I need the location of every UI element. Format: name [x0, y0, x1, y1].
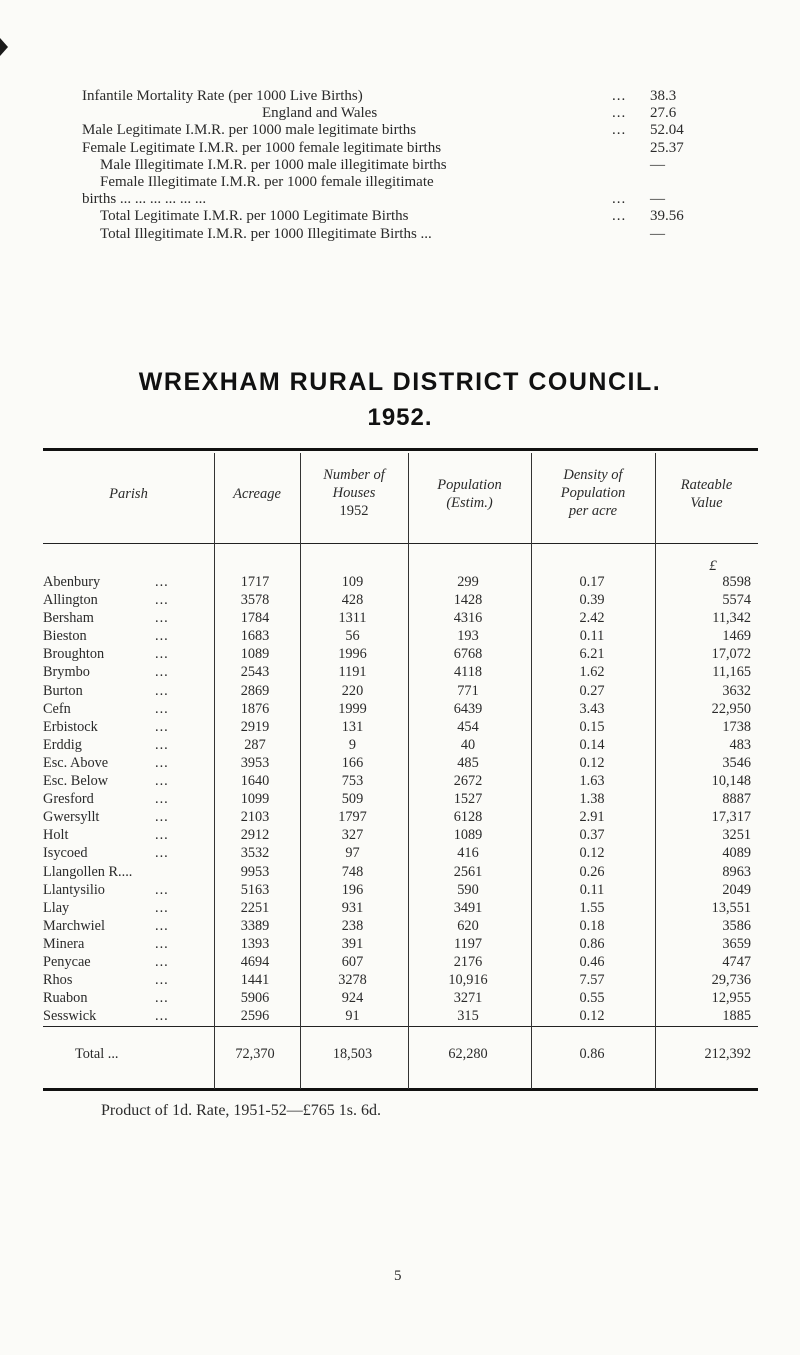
parish-name: Broughton [43, 646, 105, 663]
header-density [531, 466, 655, 520]
population-cell: 620 [457, 917, 479, 934]
council-title: WREXHAM RURAL DISTRICT COUNCIL. [138, 368, 662, 396]
population-cell: 10,916 [448, 972, 488, 989]
density-cell: 1.55 [579, 899, 605, 916]
parish-name: Sesswick [43, 1008, 97, 1025]
total-acreage: 72,370 [235, 1046, 275, 1062]
population-cell: 193 [457, 628, 479, 645]
parish-name: Ruabon [43, 990, 88, 1007]
acreage-cell: 1876 [240, 700, 270, 717]
parish-leader: ... [155, 809, 169, 826]
acreage-cell: 1099 [240, 791, 270, 808]
houses-cell: 131 [341, 718, 364, 735]
table-total-row [43, 1046, 758, 1066]
population-cell: 315 [457, 1008, 479, 1025]
parish-name: Bersham [43, 610, 94, 627]
houses-cell: 607 [341, 953, 364, 970]
total-label: Total ... [75, 1046, 119, 1062]
header-rateable [655, 476, 758, 512]
mortality-value: 25.37 [650, 139, 684, 156]
table-row [43, 683, 758, 701]
mortality-leader: ... [612, 88, 627, 104]
table-row [43, 592, 758, 610]
rateable-cell: 4089 [722, 845, 751, 862]
parish-leader: ... [155, 592, 169, 609]
table-bottom-rule [43, 1088, 758, 1091]
mortality-value: 27.6 [650, 105, 677, 122]
product-of-rate: Product of 1d. Rate, 1951-52—£765 1s. 6d. [101, 1102, 381, 1119]
density-cell: 7.57 [579, 972, 605, 989]
houses-cell: 1191 [338, 664, 367, 681]
rateable-cell: 22,950 [711, 700, 751, 717]
mortality-leader: ... [612, 208, 627, 225]
table-top-rule [43, 448, 758, 451]
parish-leader: ... [155, 628, 169, 645]
density-cell: 1.62 [579, 664, 605, 681]
parish-leader: ... [155, 610, 169, 627]
acreage-cell: 5163 [240, 881, 270, 898]
parish-leader: ... [155, 718, 169, 735]
parish-name: Minera [43, 935, 85, 952]
parish-leader: ... [155, 700, 169, 717]
header-density-line: Density of [563, 467, 623, 483]
density-cell: 0.17 [579, 574, 605, 590]
mortality-value: 52.04 [650, 122, 684, 139]
total-houses: 18,503 [332, 1046, 373, 1062]
density-cell: 0.37 [579, 827, 605, 844]
rateable-cell: 1885 [722, 1008, 751, 1025]
table-row [43, 845, 758, 863]
mortality-value: — [650, 191, 665, 208]
mortality-label: births ... ... ... ... ... ... [82, 191, 207, 208]
table-row [43, 936, 758, 954]
parish-leader: ... [155, 791, 169, 808]
parish-name: Marchwiel [43, 917, 105, 934]
table-row [43, 972, 758, 990]
population-cell: 40 [460, 736, 476, 753]
population-cell: 3271 [453, 990, 483, 1007]
parish-name: Llantysilio [43, 881, 105, 898]
mortality-leader: ... [612, 191, 627, 208]
table-row [43, 737, 758, 755]
rateable-cell: 3632 [722, 682, 751, 699]
acreage-cell: 1640 [240, 773, 270, 790]
parish-leader: ... [155, 917, 169, 934]
acreage-cell: 1089 [240, 646, 270, 663]
acreage-cell: 1441 [240, 972, 270, 989]
mortality-label: Total Legitimate I.M.R. per 1000 Legitimate Births [100, 208, 409, 225]
parish-name: Isycoed [43, 845, 88, 862]
mortality-label: Male Legitimate I.M.R. per 1000 male legitimate births [82, 122, 417, 139]
density-cell: 0.46 [579, 953, 605, 970]
population-cell: 1428 [453, 592, 483, 609]
population-cell: 2176 [453, 953, 483, 970]
acreage-cell: 3578 [240, 592, 270, 609]
acreage-cell: 4694 [240, 953, 270, 970]
density-cell: 0.39 [579, 592, 605, 609]
table-body [43, 574, 758, 1026]
houses-cell: 1996 [338, 646, 367, 663]
density-cell: 0.12 [579, 754, 605, 771]
parish-leader: ... [155, 646, 169, 663]
mortality-label: Female Illegitimate I.M.R. per 1000 female illegitimate [100, 173, 434, 190]
parish-leader: ... [155, 881, 169, 898]
houses-cell: 931 [341, 899, 364, 916]
rateable-cell: 2049 [722, 881, 751, 898]
houses-cell: 97 [345, 845, 360, 862]
mortality-line [82, 105, 722, 122]
density-cell: 2.91 [579, 809, 605, 826]
infant-mortality-block [82, 88, 722, 243]
population-cell: 6439 [453, 700, 483, 717]
header-density-line: per acre [568, 503, 618, 519]
table-row [43, 791, 758, 809]
density-cell: 0.18 [579, 917, 605, 934]
density-cell: 0.26 [579, 863, 605, 880]
acreage-cell: 9953 [240, 863, 270, 880]
density-cell: 0.12 [579, 845, 605, 862]
parish-leader: ... [155, 827, 169, 844]
population-cell: 590 [457, 881, 479, 898]
mortality-value: — [650, 156, 665, 173]
parish-leader: ... [155, 574, 169, 590]
parish-name: Gresford [43, 791, 94, 808]
parish-name: Brymbo [43, 664, 90, 681]
table-row [43, 646, 758, 664]
table-row [43, 628, 758, 646]
houses-cell: 748 [341, 863, 364, 880]
houses-cell: 1797 [338, 809, 367, 826]
table-header-rule [43, 543, 758, 544]
mortality-label: Male Illegitimate I.M.R. per 1000 male illegitimate births [100, 156, 447, 173]
mortality-line [82, 208, 722, 225]
parish-leader: ... [155, 990, 169, 1007]
parish-leader: ... [155, 773, 169, 790]
mortality-leader: ... [612, 122, 627, 139]
population-cell: 6128 [453, 809, 483, 826]
mortality-value: — [650, 225, 665, 242]
rateable-cell: 11,342 [712, 610, 751, 627]
page-edge-bullet [0, 38, 8, 56]
density-cell: 0.86 [579, 935, 605, 952]
table-row [43, 574, 758, 592]
total-rateable: 212,392 [704, 1046, 751, 1062]
table-row [43, 1008, 758, 1026]
acreage-cell: 3389 [240, 917, 270, 934]
parish-name: Burton [43, 682, 83, 699]
header-density-line: Population [560, 485, 626, 501]
header-houses-line: Number of [323, 467, 385, 483]
population-cell: 1089 [453, 827, 483, 844]
rateable-cell: 8887 [722, 791, 751, 808]
rateable-cell: 13,551 [711, 899, 751, 916]
header-population [408, 476, 531, 512]
acreage-cell: 1393 [240, 935, 270, 952]
houses-cell: 166 [341, 754, 364, 771]
rateable-cell: 3586 [722, 917, 751, 934]
header-houses [300, 466, 408, 520]
population-cell: 299 [457, 574, 479, 590]
population-cell: 4316 [453, 610, 483, 627]
houses-cell: 924 [341, 990, 364, 1007]
density-cell: 0.15 [579, 718, 605, 735]
rateable-cell: 17,317 [711, 809, 751, 826]
acreage-cell: 287 [244, 736, 266, 753]
acreage-cell: 2103 [240, 809, 270, 826]
mortality-leader: ... [612, 105, 627, 122]
parish-leader: ... [155, 682, 169, 699]
table-row [43, 918, 758, 936]
table-row [43, 755, 758, 773]
parish-leader: ... [155, 736, 169, 753]
pound-sign: £ [709, 558, 717, 574]
population-cell: 771 [457, 682, 479, 699]
parish-leader: ... [155, 845, 169, 862]
houses-cell: 9 [348, 736, 357, 753]
parish-name: Allington [43, 592, 98, 609]
rateable-cell: 3659 [722, 935, 751, 952]
mortality-value: 38.3 [650, 88, 677, 104]
table-row [43, 610, 758, 628]
parish-leader: ... [155, 754, 169, 771]
rateable-cell: 11,165 [712, 664, 751, 681]
header-acreage: Acreage [233, 486, 281, 502]
mortality-line [82, 88, 722, 105]
houses-cell: 753 [341, 773, 364, 790]
density-cell: 0.14 [579, 736, 605, 753]
parish-name: Esc. Above [43, 754, 109, 771]
rateable-cell: 10,148 [711, 773, 751, 790]
rateable-cell: 8963 [722, 863, 751, 880]
parish-name: Llay [43, 899, 70, 916]
total-population: 62,280 [448, 1046, 488, 1062]
population-cell: 2672 [453, 773, 483, 790]
population-cell: 416 [457, 845, 479, 862]
rateable-cell: 8598 [722, 574, 751, 590]
houses-cell: 238 [341, 917, 364, 934]
report-year: 1952. [367, 404, 433, 431]
table-row [43, 954, 758, 972]
rateable-cell: 1469 [722, 628, 751, 645]
houses-cell: 509 [341, 791, 364, 808]
acreage-cell: 3532 [240, 845, 270, 862]
houses-cell: 196 [341, 881, 364, 898]
population-cell: 6768 [453, 646, 483, 663]
total-density: 0.86 [579, 1046, 605, 1062]
mortality-value: 39.56 [650, 208, 684, 225]
acreage-cell: 2919 [240, 718, 270, 735]
header-houses-line: 1952 [339, 503, 369, 519]
houses-cell: 391 [341, 935, 364, 952]
rateable-cell: 4747 [722, 953, 751, 970]
parish-leader: ... [155, 972, 169, 989]
parish-leader: ... [155, 664, 169, 681]
mortality-label: England and Wales [262, 105, 378, 122]
density-cell: 0.27 [579, 682, 605, 699]
rateable-cell: 17,072 [711, 646, 751, 663]
parish-name: Esc. Below [43, 773, 109, 790]
page-number: 5 [394, 1268, 402, 1284]
density-cell: 2.42 [579, 610, 605, 627]
rateable-cell: 483 [729, 736, 751, 753]
density-cell: 0.55 [579, 990, 605, 1007]
mortality-label: Female Legitimate I.M.R. per 1000 female legitimate births [82, 139, 442, 156]
rateable-cell: 3546 [722, 754, 751, 771]
density-cell: 0.11 [579, 628, 605, 645]
acreage-cell: 2912 [240, 827, 270, 844]
table-row [43, 990, 758, 1008]
houses-cell: 56 [345, 628, 360, 645]
acreage-cell: 3953 [240, 754, 270, 771]
rateable-cell: 5574 [722, 592, 751, 609]
houses-cell: 3278 [338, 972, 367, 989]
houses-cell: 327 [341, 827, 364, 844]
acreage-cell: 1784 [240, 610, 270, 627]
parish-name: Erbistock [43, 718, 98, 735]
density-cell: 6.21 [579, 646, 605, 663]
population-cell: 485 [457, 754, 479, 771]
acreage-cell: 2869 [240, 682, 270, 699]
acreage-cell: 2251 [240, 899, 270, 916]
population-cell: 454 [457, 718, 479, 735]
header-rateable-line: Value [690, 495, 723, 511]
table-row [43, 773, 758, 791]
acreage-cell: 2543 [240, 664, 270, 681]
acreage-cell: 1683 [240, 628, 270, 645]
table-row [43, 864, 758, 882]
houses-cell: 109 [341, 574, 364, 590]
header-houses-line: Houses [332, 485, 376, 501]
mortality-line [82, 140, 722, 157]
density-cell: 3.43 [579, 700, 605, 717]
table-row [43, 827, 758, 845]
parish-name: Cefn [43, 700, 71, 717]
rateable-cell: 3251 [722, 827, 751, 844]
houses-cell: 220 [341, 682, 364, 699]
rateable-cell: 1738 [722, 718, 751, 735]
population-cell: 1527 [453, 791, 483, 808]
houses-cell: 91 [345, 1008, 360, 1025]
density-cell: 0.12 [579, 1008, 605, 1025]
parish-name: Erddig [43, 736, 82, 753]
table-row [43, 809, 758, 827]
parish-name: Llangollen R.... [43, 863, 133, 880]
parish-leader: ... [155, 1008, 169, 1025]
rateable-cell: 29,736 [711, 972, 751, 989]
parish-name: Gwersyllt [43, 809, 100, 826]
parish-leader: ... [155, 953, 169, 970]
acreage-cell: 5906 [240, 990, 270, 1007]
header-parish: Parish [109, 486, 148, 502]
parish-name: Rhos [43, 972, 73, 989]
header-population-line: Population [437, 477, 502, 493]
table-row [43, 882, 758, 900]
mortality-line [82, 122, 722, 139]
parish-name: Bieston [43, 628, 87, 645]
table-row [43, 900, 758, 918]
population-cell: 4118 [453, 664, 483, 681]
mortality-line [82, 157, 722, 174]
density-cell: 0.11 [579, 881, 605, 898]
mortality-line [82, 191, 722, 208]
acreage-cell: 1717 [240, 574, 270, 590]
rateable-cell: 12,955 [711, 990, 751, 1007]
mortality-label: Total Illegitimate I.M.R. per 1000 Illegitimate Births ... [100, 225, 432, 242]
table-row [43, 719, 758, 737]
houses-cell: 1311 [338, 610, 367, 627]
houses-cell: 428 [341, 592, 364, 609]
parish-leader: ... [155, 899, 169, 916]
population-cell: 1197 [453, 935, 483, 952]
header-rateable-line: Rateable [680, 477, 733, 493]
mortality-line [82, 174, 722, 191]
table-row [43, 664, 758, 682]
table-row [43, 701, 758, 719]
parish-name: Holt [43, 827, 69, 844]
houses-cell: 1999 [338, 700, 367, 717]
acreage-cell: 2596 [240, 1008, 270, 1025]
population-cell: 3491 [453, 899, 483, 916]
mortality-label: Infantile Mortality Rate (per 1000 Live Births) [82, 88, 363, 104]
parish-name: Abenbury [43, 574, 101, 590]
parish-name: Penycae [43, 953, 91, 970]
mortality-line [82, 226, 722, 243]
population-cell: 2561 [453, 863, 483, 880]
density-cell: 1.38 [579, 791, 605, 808]
density-cell: 1.63 [579, 773, 605, 790]
header-population-line: (Estim.) [446, 495, 493, 511]
parish-leader: ... [155, 935, 169, 952]
